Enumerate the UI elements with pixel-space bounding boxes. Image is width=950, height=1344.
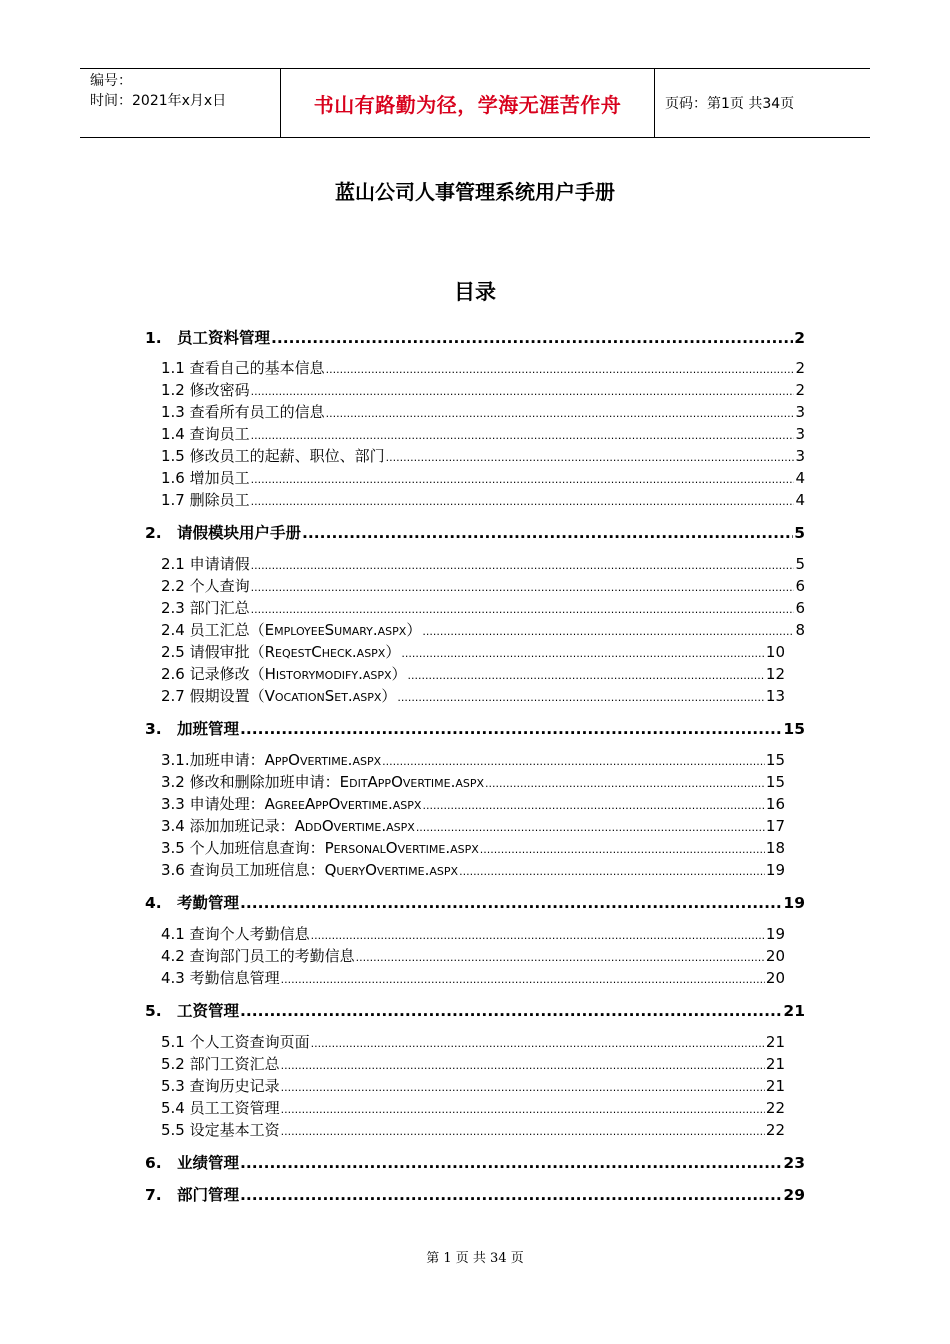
toc-entry-label: 5.1 个人工资查询页面 — [161, 1033, 310, 1051]
toc-dot-leader — [251, 429, 795, 442]
toc-dot-leader — [251, 473, 795, 486]
toc-subsection-entry[interactable] — [161, 1075, 785, 1096]
toc-dot-leader — [459, 865, 765, 878]
toc-section-number: 3. — [145, 720, 162, 738]
toc-dot-leader — [281, 1081, 765, 1094]
toc-entry-label: 1.6 增加员工 — [161, 469, 250, 487]
toc-entry-label: 请假模块用户手册 — [177, 524, 302, 542]
toc-dot-leader — [485, 777, 765, 790]
toc-dot-leader — [251, 385, 795, 398]
toc-page-number: 4 — [795, 491, 805, 509]
toc-page-number: 19 — [783, 894, 805, 912]
toc-page-number: 22 — [765, 1099, 785, 1117]
toc-page-number: 19 — [765, 925, 785, 943]
toc-dot-leader — [422, 799, 764, 812]
header-motto: 书山有路勤为径，学海无涯苦作舟 — [281, 69, 655, 137]
page-header — [80, 68, 870, 138]
toc-title: 目录 — [454, 280, 496, 304]
date-label: 时间：2021年x月x日 — [90, 93, 227, 109]
toc-subsection-entry[interactable] — [161, 379, 805, 400]
toc-section-number: 5. — [145, 1002, 162, 1020]
toc-subsection-entry[interactable] — [161, 489, 805, 510]
toc-dot-leader — [251, 495, 795, 508]
toc-entry-label: 2.5 请假审批（ReqestCheck.aspx） — [161, 643, 401, 661]
toc-entry-label: 4.3 考勤信息管理 — [161, 969, 280, 987]
toc-subsection-entry[interactable] — [161, 815, 785, 836]
toc-page-number: 22 — [765, 1121, 785, 1139]
toc-entry-label: 1.7 删除员工 — [161, 491, 250, 509]
toc-page-number: 23 — [783, 1154, 805, 1172]
toc-entry-label: 5.4 员工工资管理 — [161, 1099, 280, 1117]
toc-dot-leader — [240, 894, 782, 912]
toc-page-number: 12 — [765, 665, 785, 683]
toc-dot-leader — [240, 1186, 782, 1204]
toc-dot-leader — [240, 1002, 782, 1020]
toc-dot-leader — [281, 1103, 765, 1116]
toc-section-number: 7. — [145, 1186, 162, 1204]
toc-entry-label: 1.1 查看自己的基本信息 — [161, 359, 325, 377]
toc-dot-leader — [240, 720, 782, 738]
toc-section-entry[interactable] — [145, 326, 805, 348]
toc-dot-leader — [480, 843, 765, 856]
toc-entry-label: 5.2 部门工资汇总 — [161, 1055, 280, 1073]
toc-dot-leader — [251, 581, 795, 594]
toc-subsection-entry[interactable] — [161, 945, 785, 966]
toc-dot-leader — [240, 1154, 782, 1172]
toc-page-number: 2 — [794, 329, 805, 347]
toc-dot-leader — [302, 524, 793, 542]
toc-entry-label: 员工资料管理 — [177, 329, 271, 347]
toc-entry-label: 2.6 记录修改（Historymodify.aspx） — [161, 665, 407, 683]
toc-entry-label: 2.1 申请请假 — [161, 555, 250, 573]
toc-page-number: 16 — [765, 795, 785, 813]
toc-subsection-entry[interactable] — [161, 793, 785, 814]
toc-page-number: 21 — [765, 1033, 785, 1051]
toc-entry-label: 考勤管理 — [177, 894, 240, 912]
toc-dot-leader — [311, 929, 765, 942]
toc-entry-label: 2.2 个人查询 — [161, 577, 250, 595]
toc-entry-label: 1.2 修改密码 — [161, 381, 250, 399]
toc-entry-label: 2.7 假期设置（VocationSet.aspx） — [161, 687, 397, 705]
toc-dot-leader — [281, 1125, 765, 1138]
toc-entry-label: 业绩管理 — [177, 1154, 240, 1172]
toc-page-number: 3 — [795, 425, 805, 443]
toc-page-number: 6 — [795, 599, 805, 617]
toc-page-number: 10 — [765, 643, 785, 661]
toc-entry-label: 工资管理 — [177, 1002, 240, 1020]
toc-section-entry[interactable] — [145, 1151, 805, 1173]
toc-dot-leader — [386, 451, 795, 464]
header-meta — [80, 69, 281, 137]
toc-section-number: 4. — [145, 894, 162, 912]
toc-subsection-entry[interactable] — [161, 1053, 785, 1074]
toc-page-number: 5 — [795, 555, 805, 573]
toc-section-entry[interactable] — [145, 521, 805, 543]
toc-entry-label: 1.5 修改员工的起薪、职位、部门 — [161, 447, 385, 465]
toc-dot-leader — [311, 1037, 765, 1050]
toc-subsection-entry[interactable] — [161, 641, 785, 662]
toc-subsection-entry[interactable] — [161, 619, 805, 640]
toc-page-number: 20 — [765, 947, 785, 965]
toc-subsection-entry[interactable] — [161, 575, 805, 596]
toc-subsection-entry[interactable] — [161, 967, 785, 988]
toc-page-number: 17 — [765, 817, 785, 835]
toc-subsection-entry[interactable] — [161, 445, 805, 466]
toc-page-number: 15 — [783, 720, 805, 738]
toc-subsection-entry[interactable] — [161, 357, 805, 378]
toc-entry-label: 1.3 查看所有员工的信息 — [161, 403, 325, 421]
toc-section-entry[interactable] — [145, 999, 805, 1021]
toc-entry-label: 2.3 部门汇总 — [161, 599, 250, 617]
header-page-info: 页码：第1页 共34页 — [665, 96, 795, 112]
toc-page-number: 3 — [795, 403, 805, 421]
toc-dot-leader — [422, 625, 794, 638]
toc-page-number: 29 — [783, 1186, 805, 1204]
toc-entry-label: 3.2 修改和删除加班申请：EditAppOvertime.aspx — [161, 773, 485, 791]
serial-label: 编号： — [90, 73, 132, 89]
toc-subsection-entry[interactable] — [161, 423, 805, 444]
document-title: 蓝山公司人事管理系统用户手册 — [335, 180, 615, 204]
toc-entry-label: 5.5 设定基本工资 — [161, 1121, 280, 1139]
toc-subsection-entry[interactable] — [161, 1119, 785, 1140]
toc-page-number: 6 — [795, 577, 805, 595]
toc-entry-label: 3.1.加班申请：AppOvertime.aspx — [161, 751, 382, 769]
toc-subsection-entry[interactable] — [161, 685, 785, 706]
toc-subsection-entry[interactable] — [161, 663, 785, 684]
toc-entry-label: 3.5 个人加班信息查询：PersonalOvertime.aspx — [161, 839, 479, 857]
toc-dot-leader — [271, 329, 793, 347]
toc-dot-leader — [408, 669, 765, 682]
toc-subsection-entry[interactable] — [161, 401, 805, 422]
toc-subsection-entry[interactable] — [161, 859, 785, 880]
toc-entry-label: 4.2 查询部门员工的考勤信息 — [161, 947, 355, 965]
toc-entry-label: 4.1 查询个人考勤信息 — [161, 925, 310, 943]
toc-page-number: 5 — [794, 524, 805, 542]
toc-page-number: 15 — [765, 751, 785, 769]
toc-page-number: 20 — [765, 969, 785, 987]
toc-page-number: 8 — [795, 621, 805, 639]
toc-dot-leader — [401, 647, 765, 660]
toc-dot-leader — [326, 407, 795, 420]
toc-section-entry[interactable] — [145, 891, 805, 913]
toc-entry-label: 3.3 申请处理：AgreeAppOvertime.aspx — [161, 795, 422, 813]
toc-dot-leader — [251, 559, 795, 572]
toc-section-number: 2. — [145, 524, 162, 542]
toc-page-number: 4 — [795, 469, 805, 487]
toc-section-number: 6. — [145, 1154, 162, 1172]
page-footer: 第 1 页 共 34 页 — [426, 1251, 524, 1266]
toc-dot-leader — [281, 973, 765, 986]
toc-subsection-entry[interactable] — [161, 771, 785, 792]
toc-page-number: 18 — [765, 839, 785, 857]
toc-subsection-entry[interactable] — [161, 1031, 785, 1052]
toc-subsection-entry[interactable] — [161, 467, 805, 488]
toc-section-number: 1. — [145, 329, 162, 347]
toc-page-number: 21 — [783, 1002, 805, 1020]
toc-entry-label: 3.6 查询员工加班信息：QueryOvertime.aspx — [161, 861, 459, 879]
toc-page-number: 15 — [765, 773, 785, 791]
toc-page-number: 21 — [765, 1077, 785, 1095]
toc-subsection-entry[interactable] — [161, 837, 785, 858]
toc-dot-leader — [251, 603, 795, 616]
toc-entry-label: 部门管理 — [177, 1186, 240, 1204]
toc-page-number: 19 — [765, 861, 785, 879]
toc-dot-leader — [397, 691, 765, 704]
toc-dot-leader — [356, 951, 765, 964]
toc-entry-label: 加班管理 — [177, 720, 240, 738]
toc-page-number: 21 — [765, 1055, 785, 1073]
toc-page-number: 13 — [765, 687, 785, 705]
toc-subsection-entry[interactable] — [161, 749, 785, 770]
toc-subsection-entry[interactable] — [161, 553, 805, 574]
toc-entry-label: 5.3 查询历史记录 — [161, 1077, 280, 1095]
toc-section-entry[interactable] — [145, 717, 805, 739]
toc-page-number: 2 — [795, 359, 805, 377]
toc-subsection-entry[interactable] — [161, 1097, 785, 1118]
toc-dot-leader — [281, 1059, 765, 1072]
toc-entry-label: 2.4 员工汇总（EmployeeSumary.aspx） — [161, 621, 422, 639]
toc-entry-label: 1.4 查询员工 — [161, 425, 250, 443]
toc-dot-leader — [382, 755, 765, 768]
toc-page-number: 2 — [795, 381, 805, 399]
toc-section-entry[interactable] — [145, 1183, 805, 1205]
toc-subsection-entry[interactable] — [161, 597, 805, 618]
toc-dot-leader — [326, 363, 795, 376]
toc-dot-leader — [416, 821, 765, 834]
toc-entry-label: 3.4 添加加班记录：AddOvertime.aspx — [161, 817, 415, 835]
toc-page-number: 3 — [795, 447, 805, 465]
toc-subsection-entry[interactable] — [161, 923, 785, 944]
